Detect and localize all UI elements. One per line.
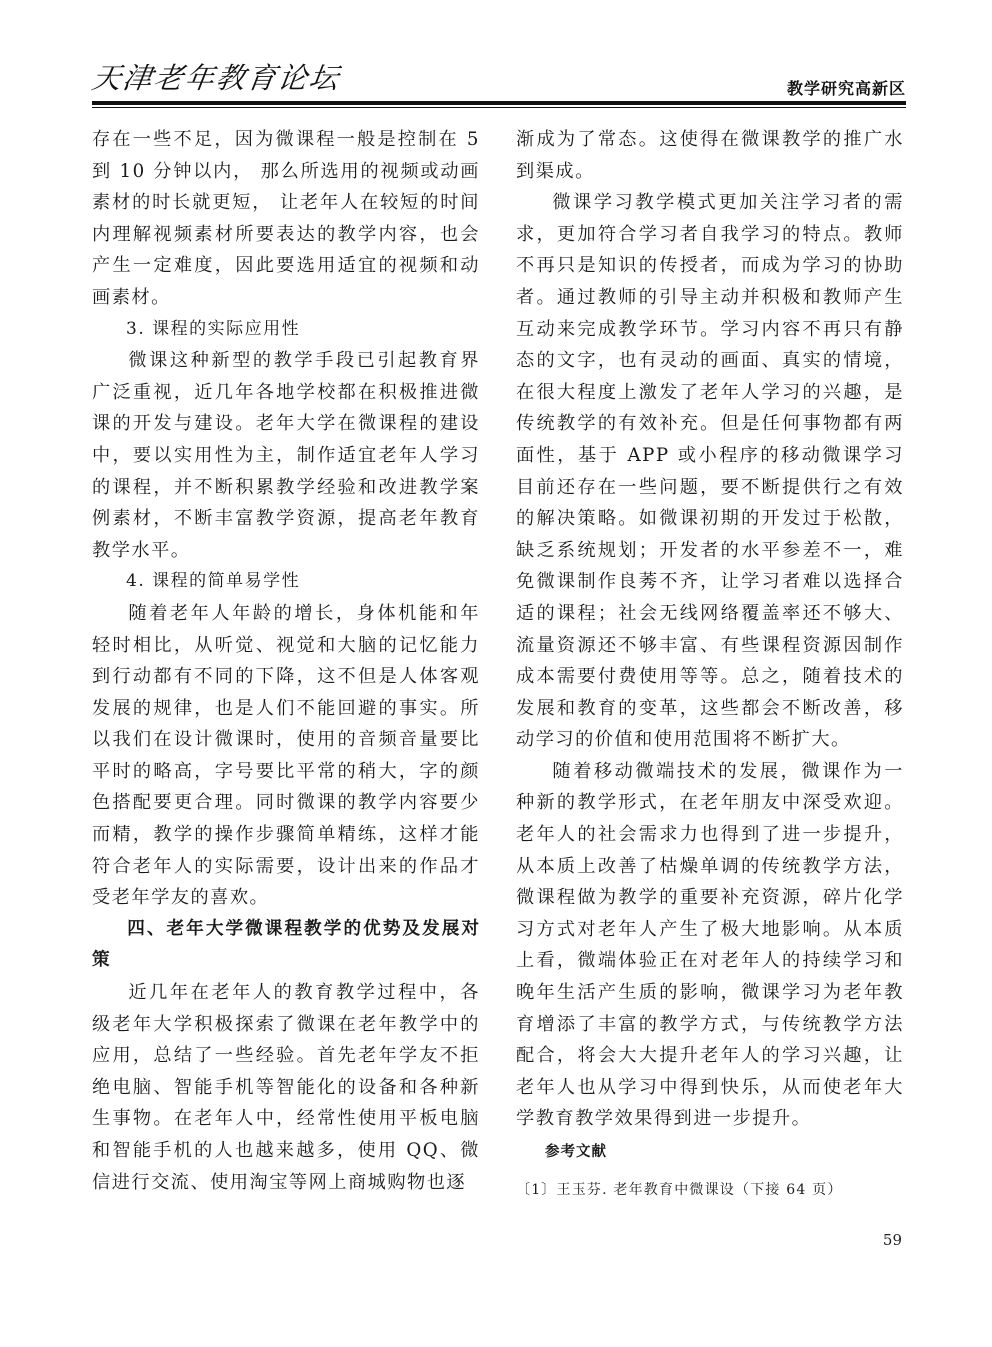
header-rule-thick bbox=[92, 101, 906, 105]
page-number: 59 bbox=[882, 1231, 902, 1249]
body-paragraph: 随着移动微端技术的发展，微课作为一种新的教学形式，在老年朋友中深受欢迎。老年人的社会需求力也得到了进一步提升，从本质上改善了枯燥单调的传统教学方法，微课程做为教学的重要补充资源，碎片化学习方式对老年人产生了极大地影响。从本质上看，微端体验正在对老年人的持续学习和晚年生活产生质的影响，微课学习为老年教育增添了丰富的教学方式，与传统教学方法配合，将会大大提升老年人的学习兴趣，让老年人也从学习中得到快乐，从而使老年大学教育教学效果得到进一步提升。 bbox=[516, 760, 904, 1130]
section-label: 教学研究高新区 bbox=[786, 79, 906, 98]
header-rule-thin bbox=[92, 107, 906, 108]
right-column bbox=[516, 124, 904, 1206]
reference-item: 〔1〕王玉芬. 老年教育中微课设（下接 64 页） bbox=[516, 1181, 843, 1198]
body-paragraph: 近几年在老年人的教育教学过程中，各级老年大学积极探索了微课在老年教学中的应用，总结了一些经验。首先老年学友不拒绝电脑、智能手机等智能化的设备和各种新生事物。在老年人中，经常性使用平板电脑和智能手机的人也越来越多，使用 QQ、微信进行交流、使用淘宝等网上商城购物也逐 bbox=[92, 982, 480, 1193]
journal-title-logo: 天津老年教育论坛 bbox=[89, 61, 343, 95]
body-paragraph: 微课这种新型的教学手段已引起教育界广泛重视，近几年各地学校都在积极推进微课的开发与建设。老年大学在微课程的建设中，要以实用性为主，制作适宜老年人学习的课程，并不断积累教学经验和改进教学案例素材，不断丰富教学资源，提高老年教育教学水平。 bbox=[92, 350, 480, 561]
body-paragraph: 渐成为了常态。这使得在微课教学的推广水到渠成。 bbox=[516, 129, 904, 182]
page-header bbox=[89, 58, 906, 100]
subsection-heading: 3. 课程的实际应用性 bbox=[126, 318, 301, 339]
references-heading: 参考文献 bbox=[545, 1144, 607, 1160]
section-heading: 四、老年大学微课程教学的优势及发展对策 bbox=[92, 918, 480, 971]
body-paragraph: 微课学习教学模式更加关注学习者的需求，更加符合学习者自我学习的特点。教师不再只是知识的传授者，而成为学习的协助者。通过教师的引导主动并积极和教师产生互动来完成教学环节。学习内容不再只有静态的文字，也有灵动的画面、真实的情境，在很大程度上激发了老年人学习的兴趣，是传统教学的有效补充。但是任何事物都有两面性，基于 APP 或小程序的移动微课学习目前还存在一些问题，要不断提供行之有效的解决策略。如微课初期的开发过于松散，缺乏系统规划；开发者的水平参差不一，难免微课制作良莠不齐，让学习者难以选择合适的课程；社会无线网络覆盖率还不够大、流量资源还不够丰富、有些课程资源因制作成本需要付费使用等等。总之，随着技术的发展和教育的变革，这些都会不断改善，移动学习的价值和使用范围将不断扩大。 bbox=[516, 192, 904, 751]
subsection-heading: 4. 课程的简单易学性 bbox=[126, 571, 301, 592]
body-paragraph: 存在一些不足，因为微课程一般是控制在 5 到 10 分钟以内， 那么所选用的视频或动画素材的时长就更短， 让老年人在较短的时间内理解视频素材所要表达的教学内容，也会产生一定难度，因此要选用适宜的视频和动画素材。 bbox=[92, 129, 480, 308]
body-paragraph: 随着老年人年龄的增长，身体机能和年轻时相比，从听觉、视觉和大脑的记忆能力到行动都有不同的下降，这不但是人体客观发展的规律，也是人们不能回避的事实。所以我们在设计微课时，使用的音频音量要比平时的略高，字号要比平常的稍大，字的颜色搭配要更合理。同时微课的教学内容要少而精，教学的操作步骤简单精练，这样才能符合老年人的实际需要，设计出来的作品才受老年学友的喜欢。 bbox=[92, 602, 480, 909]
left-column bbox=[92, 124, 480, 1198]
